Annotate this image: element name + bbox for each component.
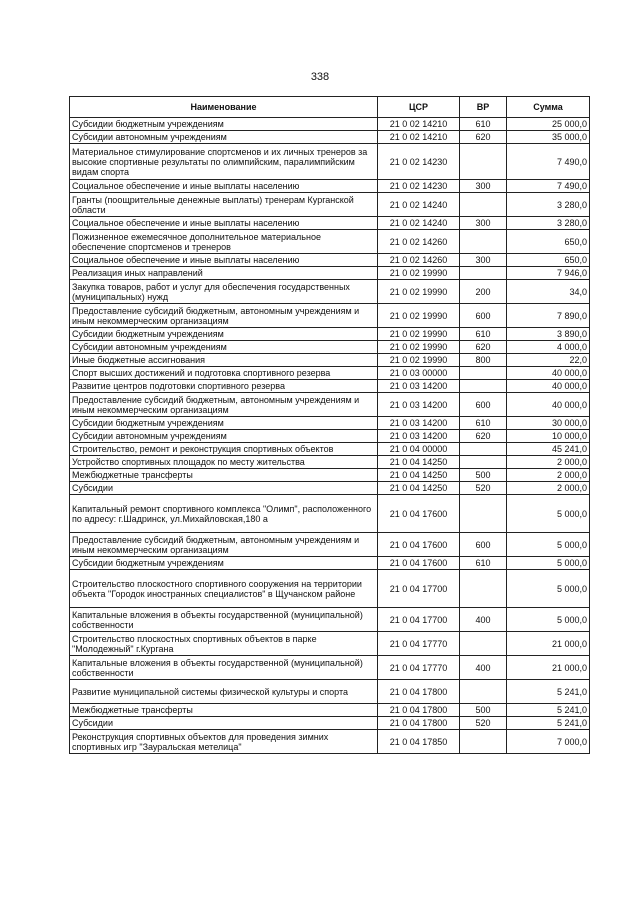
cell-csr: 21 0 02 19990 [378, 267, 460, 280]
table-row [70, 533, 590, 557]
cell-sum: 3 280,0 [507, 193, 590, 217]
table-row [70, 730, 590, 754]
cell-vr: 600 [460, 393, 507, 417]
cell-name: Развитие центров подготовки спортивного резерва [70, 380, 378, 393]
table-row [70, 367, 590, 380]
budget-table [69, 96, 590, 754]
cell-name: Межбюджетные трансферты [70, 469, 378, 482]
cell-csr: 21 0 04 17770 [378, 632, 460, 656]
header-vr: ВР [460, 97, 507, 118]
cell-sum: 21 000,0 [507, 632, 590, 656]
cell-sum: 21 000,0 [507, 656, 590, 680]
table-row [70, 354, 590, 367]
cell-csr: 21 0 04 14250 [378, 469, 460, 482]
cell-name: Реализация иных направлений [70, 267, 378, 280]
cell-sum: 7 890,0 [507, 304, 590, 328]
cell-csr: 21 0 04 17600 [378, 533, 460, 557]
table-row [70, 267, 590, 280]
cell-name: Материальное стимулирование спортсменов и их личных тренеров за высокие спортивные результаты по олимпийским, паралимпийским видам спорта [70, 144, 378, 180]
cell-name: Закупка товаров, работ и услуг для обеспечения государственных (муниципальных) нужд [70, 280, 378, 304]
header-csr: ЦСР [378, 97, 460, 118]
cell-name: Субсидии бюджетным учреждениям [70, 557, 378, 570]
table-row [70, 380, 590, 393]
cell-csr: 21 0 04 17600 [378, 557, 460, 570]
cell-sum: 5 241,0 [507, 717, 590, 730]
cell-csr: 21 0 02 14210 [378, 118, 460, 131]
cell-csr: 21 0 02 14240 [378, 217, 460, 230]
table-row [70, 632, 590, 656]
table-row [70, 193, 590, 217]
cell-name: Социальное обеспечение и иные выплаты населению [70, 254, 378, 267]
cell-vr: 610 [460, 118, 507, 131]
cell-name: Гранты (поощрительные денежные выплаты) тренерам Курганской области [70, 193, 378, 217]
cell-sum: 4 000,0 [507, 341, 590, 354]
cell-name: Строительство плоскостных спортивных объектов в парке "Молодежный" г.Кургана [70, 632, 378, 656]
cell-csr: 21 0 02 14240 [378, 193, 460, 217]
cell-sum: 35 000,0 [507, 131, 590, 144]
cell-vr [460, 495, 507, 533]
cell-csr: 21 0 04 17770 [378, 656, 460, 680]
cell-vr: 400 [460, 656, 507, 680]
cell-name: Субсидии автономным учреждениям [70, 341, 378, 354]
cell-vr: 620 [460, 430, 507, 443]
cell-vr [460, 267, 507, 280]
cell-vr [460, 380, 507, 393]
cell-name: Субсидии бюджетным учреждениям [70, 328, 378, 341]
cell-name: Предоставление субсидий бюджетным, автономным учреждениям и иным некоммерческим организациям [70, 304, 378, 328]
cell-vr: 520 [460, 717, 507, 730]
table-row [70, 254, 590, 267]
table-row [70, 341, 590, 354]
table-row [70, 443, 590, 456]
cell-vr [460, 367, 507, 380]
cell-vr: 620 [460, 131, 507, 144]
table-row [70, 230, 590, 254]
table-row [70, 280, 590, 304]
cell-name: Устройство спортивных площадок по месту жительства [70, 456, 378, 469]
cell-vr: 610 [460, 557, 507, 570]
cell-sum: 5 241,0 [507, 680, 590, 704]
cell-sum: 5 000,0 [507, 608, 590, 632]
cell-csr: 21 0 02 19990 [378, 354, 460, 367]
cell-sum: 5 241,0 [507, 704, 590, 717]
cell-vr [460, 456, 507, 469]
cell-vr [460, 193, 507, 217]
cell-sum: 40 000,0 [507, 380, 590, 393]
cell-sum: 22,0 [507, 354, 590, 367]
cell-name: Субсидии [70, 482, 378, 495]
cell-vr: 610 [460, 328, 507, 341]
cell-name: Социальное обеспечение и иные выплаты населению [70, 180, 378, 193]
cell-vr: 600 [460, 533, 507, 557]
cell-csr: 21 0 02 14210 [378, 131, 460, 144]
cell-name: Иные бюджетные ассигнования [70, 354, 378, 367]
cell-csr: 21 0 03 14200 [378, 417, 460, 430]
cell-sum: 7 490,0 [507, 144, 590, 180]
cell-sum: 5 000,0 [507, 495, 590, 533]
cell-csr: 21 0 04 17700 [378, 570, 460, 608]
cell-csr: 21 0 03 14200 [378, 430, 460, 443]
cell-csr: 21 0 04 17700 [378, 608, 460, 632]
cell-vr: 520 [460, 482, 507, 495]
table-row [70, 557, 590, 570]
table-row [70, 704, 590, 717]
cell-vr [460, 144, 507, 180]
cell-sum: 5 000,0 [507, 557, 590, 570]
cell-sum: 7 490,0 [507, 180, 590, 193]
cell-vr: 610 [460, 417, 507, 430]
cell-sum: 650,0 [507, 230, 590, 254]
table-row [70, 180, 590, 193]
cell-sum: 40 000,0 [507, 367, 590, 380]
table-row [70, 417, 590, 430]
cell-name: Развитие муниципальной системы физической культуры и спорта [70, 680, 378, 704]
header-name: Наименование [70, 97, 378, 118]
header-sum: Сумма [507, 97, 590, 118]
cell-vr: 600 [460, 304, 507, 328]
cell-vr [460, 443, 507, 456]
cell-vr: 500 [460, 469, 507, 482]
cell-sum: 10 000,0 [507, 430, 590, 443]
cell-csr: 21 0 02 14260 [378, 254, 460, 267]
cell-name: Предоставление субсидий бюджетным, автономным учреждениям и иным некоммерческим организациям [70, 533, 378, 557]
cell-vr: 300 [460, 180, 507, 193]
cell-name: Субсидии бюджетным учреждениям [70, 118, 378, 131]
cell-name: Субсидии [70, 717, 378, 730]
cell-csr: 21 0 04 00000 [378, 443, 460, 456]
cell-name: Предоставление субсидий бюджетным, автономным учреждениям и иным некоммерческим организациям [70, 393, 378, 417]
cell-vr [460, 230, 507, 254]
table-row [70, 328, 590, 341]
cell-name: Капитальный ремонт спортивного комплекса "Олимп", расположенного по адресу: г.Шадринск, ул.Михайловская,180 а [70, 495, 378, 533]
cell-sum: 2 000,0 [507, 482, 590, 495]
cell-csr: 21 0 02 19990 [378, 341, 460, 354]
cell-vr: 500 [460, 704, 507, 717]
cell-vr [460, 680, 507, 704]
cell-sum: 2 000,0 [507, 469, 590, 482]
cell-vr: 620 [460, 341, 507, 354]
cell-csr: 21 0 04 17800 [378, 680, 460, 704]
cell-vr [460, 730, 507, 754]
cell-vr: 300 [460, 217, 507, 230]
cell-sum: 2 000,0 [507, 456, 590, 469]
table-row [70, 495, 590, 533]
table-row [70, 217, 590, 230]
cell-name: Капитальные вложения в объекты государственной (муниципальной) собственности [70, 656, 378, 680]
table-body [70, 118, 590, 754]
cell-sum: 34,0 [507, 280, 590, 304]
cell-csr: 21 0 04 17800 [378, 717, 460, 730]
cell-sum: 30 000,0 [507, 417, 590, 430]
cell-csr: 21 0 02 19990 [378, 328, 460, 341]
table-row [70, 608, 590, 632]
cell-name: Субсидии автономным учреждениям [70, 131, 378, 144]
cell-csr: 21 0 02 19990 [378, 304, 460, 328]
table-row [70, 430, 590, 443]
cell-sum: 5 000,0 [507, 570, 590, 608]
cell-csr: 21 0 02 14230 [378, 144, 460, 180]
cell-sum: 7 946,0 [507, 267, 590, 280]
table-row [70, 131, 590, 144]
cell-csr: 21 0 02 14260 [378, 230, 460, 254]
cell-sum: 3 890,0 [507, 328, 590, 341]
cell-csr: 21 0 04 17600 [378, 495, 460, 533]
table-row [70, 393, 590, 417]
cell-name: Пожизненное ежемесячное дополнительное материальное обеспечение спортсменов и тренеров [70, 230, 378, 254]
cell-name: Капитальные вложения в объекты государственной (муниципальной) собственности [70, 608, 378, 632]
table-row [70, 304, 590, 328]
cell-name: Межбюджетные трансферты [70, 704, 378, 717]
cell-sum: 40 000,0 [507, 393, 590, 417]
table-row [70, 717, 590, 730]
cell-sum: 5 000,0 [507, 533, 590, 557]
cell-vr: 400 [460, 608, 507, 632]
cell-sum: 45 241,0 [507, 443, 590, 456]
cell-name: Субсидии бюджетным учреждениям [70, 417, 378, 430]
cell-vr: 200 [460, 280, 507, 304]
cell-vr [460, 570, 507, 608]
page-number: 338 [310, 71, 330, 83]
table-row [70, 680, 590, 704]
cell-csr: 21 0 02 19990 [378, 280, 460, 304]
cell-vr [460, 632, 507, 656]
cell-csr: 21 0 02 14230 [378, 180, 460, 193]
cell-csr: 21 0 03 14200 [378, 393, 460, 417]
cell-csr: 21 0 04 14250 [378, 456, 460, 469]
cell-vr: 300 [460, 254, 507, 267]
table-row [70, 469, 590, 482]
table-row [70, 456, 590, 469]
cell-name: Спорт высших достижений и подготовка спортивного резерва [70, 367, 378, 380]
cell-sum: 650,0 [507, 254, 590, 267]
cell-csr: 21 0 04 14250 [378, 482, 460, 495]
cell-csr: 21 0 04 17850 [378, 730, 460, 754]
table-row [70, 144, 590, 180]
cell-name: Субсидии автономным учреждениям [70, 430, 378, 443]
cell-name: Строительство плоскостного спортивного сооружения на территории объекта "Городок иностранных специалистов" в Щучанском районе [70, 570, 378, 608]
cell-csr: 21 0 03 00000 [378, 367, 460, 380]
cell-name: Социальное обеспечение и иные выплаты населению [70, 217, 378, 230]
cell-name: Реконструкция спортивных объектов для проведения зимних спортивных игр "Зауральская метелица" [70, 730, 378, 754]
cell-name: Строительство, ремонт и реконструкция спортивных объектов [70, 443, 378, 456]
table-row [70, 482, 590, 495]
table-header-row [70, 97, 590, 118]
cell-sum: 3 280,0 [507, 217, 590, 230]
cell-csr: 21 0 03 14200 [378, 380, 460, 393]
table-row [70, 570, 590, 608]
cell-sum: 25 000,0 [507, 118, 590, 131]
cell-vr: 800 [460, 354, 507, 367]
table-row [70, 118, 590, 131]
cell-sum: 7 000,0 [507, 730, 590, 754]
table-row [70, 656, 590, 680]
cell-csr: 21 0 04 17800 [378, 704, 460, 717]
